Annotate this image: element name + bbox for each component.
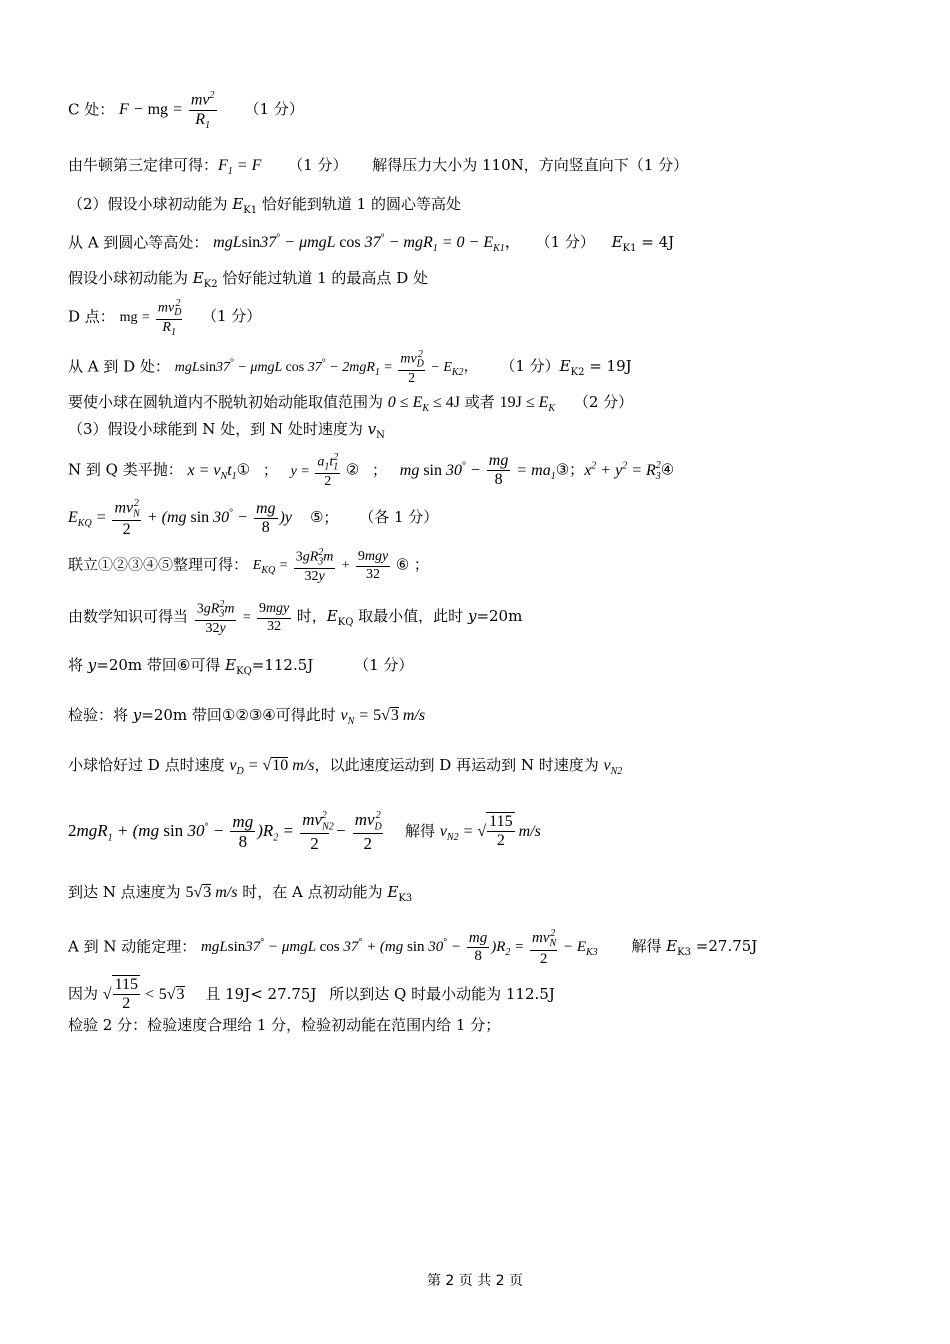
line-ekq-eq5: $E_{KQ}$ = $\frac{mv_N^2}{2}$ + (mg sin 30° − $\frac{mg}{8}$ )y ⑤； （各 1 分） [68, 498, 439, 539]
line-projectile: N 到 Q 类平抛： $x = v_Nt_1①$ ； y = $\frac{a_1t_1^2}{2}$ ② ； mg sin 30° − $\frac{mg}{8}$ = $ma_1③$；$x^2 + y^2$ = $R_3^2④$ [68, 452, 675, 490]
line-c-score: （1 分） [244, 100, 304, 119]
line-c-equation: F − mg = $\frac{mv^2}{R_1}$ [119, 90, 215, 131]
line-check-score: 检验 2 分：检验速度合理给 1 分，检验初动能在范围内给 1 分； [68, 1016, 501, 1034]
line-assume-ek2: 假设小球初动能为 $E_{K2}$ 恰好能过轨道 1 的最高点 D 处 [68, 269, 428, 290]
line-c-point [68, 90, 304, 131]
line-range: 要使小球在圆轨道内不脱轨初始动能取值范围为 $0 \le E_K \le 4J$ 或者 $19J \le E_K$ （2 分） [68, 393, 634, 415]
page-footer: 第 2 页 共 2 页 [426, 1273, 524, 1289]
line-because: 因为 √ $\frac{115}{2}$ < 5√3 且 19J< 27.75J 所以到达 Q 时最小动能为 112.5J [68, 976, 555, 1013]
line-combine: 联立①②③④⑤整理可得： $E_{KQ}$ = $\frac{3gR_3^2m}{32y}$ + $\frac{\text{9mgy}}{32}$ ⑥ ； [68, 547, 429, 584]
line-part3-intro: （3）假设小球能到 N 处，到 N 处时速度为 $v_N$ [68, 420, 385, 441]
line-a-to-n: A 到 N 动能定理： mgLsin37° − μmgL cos 37° + (mg sin 30° − $\frac{mg}{8}$ )$R_2$ = $\frac{mv_N^2}{2}$ − $E_{K3}$ 解得 $E_{K3} =27.75J$ [68, 928, 758, 967]
line-a-to-center: 从 A 到圆心等高处： mgLsin37° − μmgL $\cos 37^\circ - mgR_1 = 0 - E_{K1}$， （1 分） $E_{K1} = 4J$ [68, 233, 675, 255]
line-a-to-d: 从 A 到 D 处： mgLsin37° − μmgL cos 37° − 2mgR$_1$ = $\frac{mv_D^2}{2}$ − $E_{K2}$， （1 分）$E_{K2} = 19J$ [68, 349, 632, 386]
line-ekq-result: 将 y=20m 带回⑥可得 $E_{KQ}=112.5J$ （1 分） [68, 656, 414, 677]
line-ek3-intro: 到达 N 点速度为 5√3 m/s 时，在 A 点初动能为 $E_{K3}$ [68, 883, 413, 904]
line-newton-third-law: 由牛顿第三定律可得：$F_1 = F$ （1 分） 解得压力大小为 110N，方向竖直向下（1 分） [68, 156, 689, 178]
line-a-to-center-prefix: 从 A 到圆心等高处： [68, 233, 209, 252]
line-vd: 小球恰好过 D 点时速度 $v_D = √10$ m/s，以此速度运动到 D 再运动到 N 时速度为 $v_{N2}$ [68, 756, 623, 778]
line-part2-intro: （2）假设小球初动能为 $E_{K1}$ 恰好能到轨道 1 的圆心等高处 [68, 195, 461, 216]
line-energy-vn2: 2mgR$_1$ + (mg sin 30° − $\frac{mg}{8}$ )$R_2$ = $\frac{mv_{N2}^2}{2}$ − $\frac{mv_D^2}{2}$ 解得 $v_{N2}$ = √ $\frac{115}{2}$ m/s [68, 810, 541, 853]
line-math-min: 由数学知识可得当 $\frac{3gR_3^2m}{32y}$ = $\frac{\text{9mgy}}{32}$ 时，$E_{KQ}$ 取最小值，此时 y=20m [68, 599, 523, 636]
line-c-prefix: C 处： [68, 100, 115, 119]
line-check-vn: 检验：将 y=20m 带回①②③④可得此时 $v_N = 5√3$ m/s [68, 706, 426, 728]
line-d-point: D 点： mg = $\frac{mv_D^2}{R_1}$ （1 分） [68, 298, 262, 338]
